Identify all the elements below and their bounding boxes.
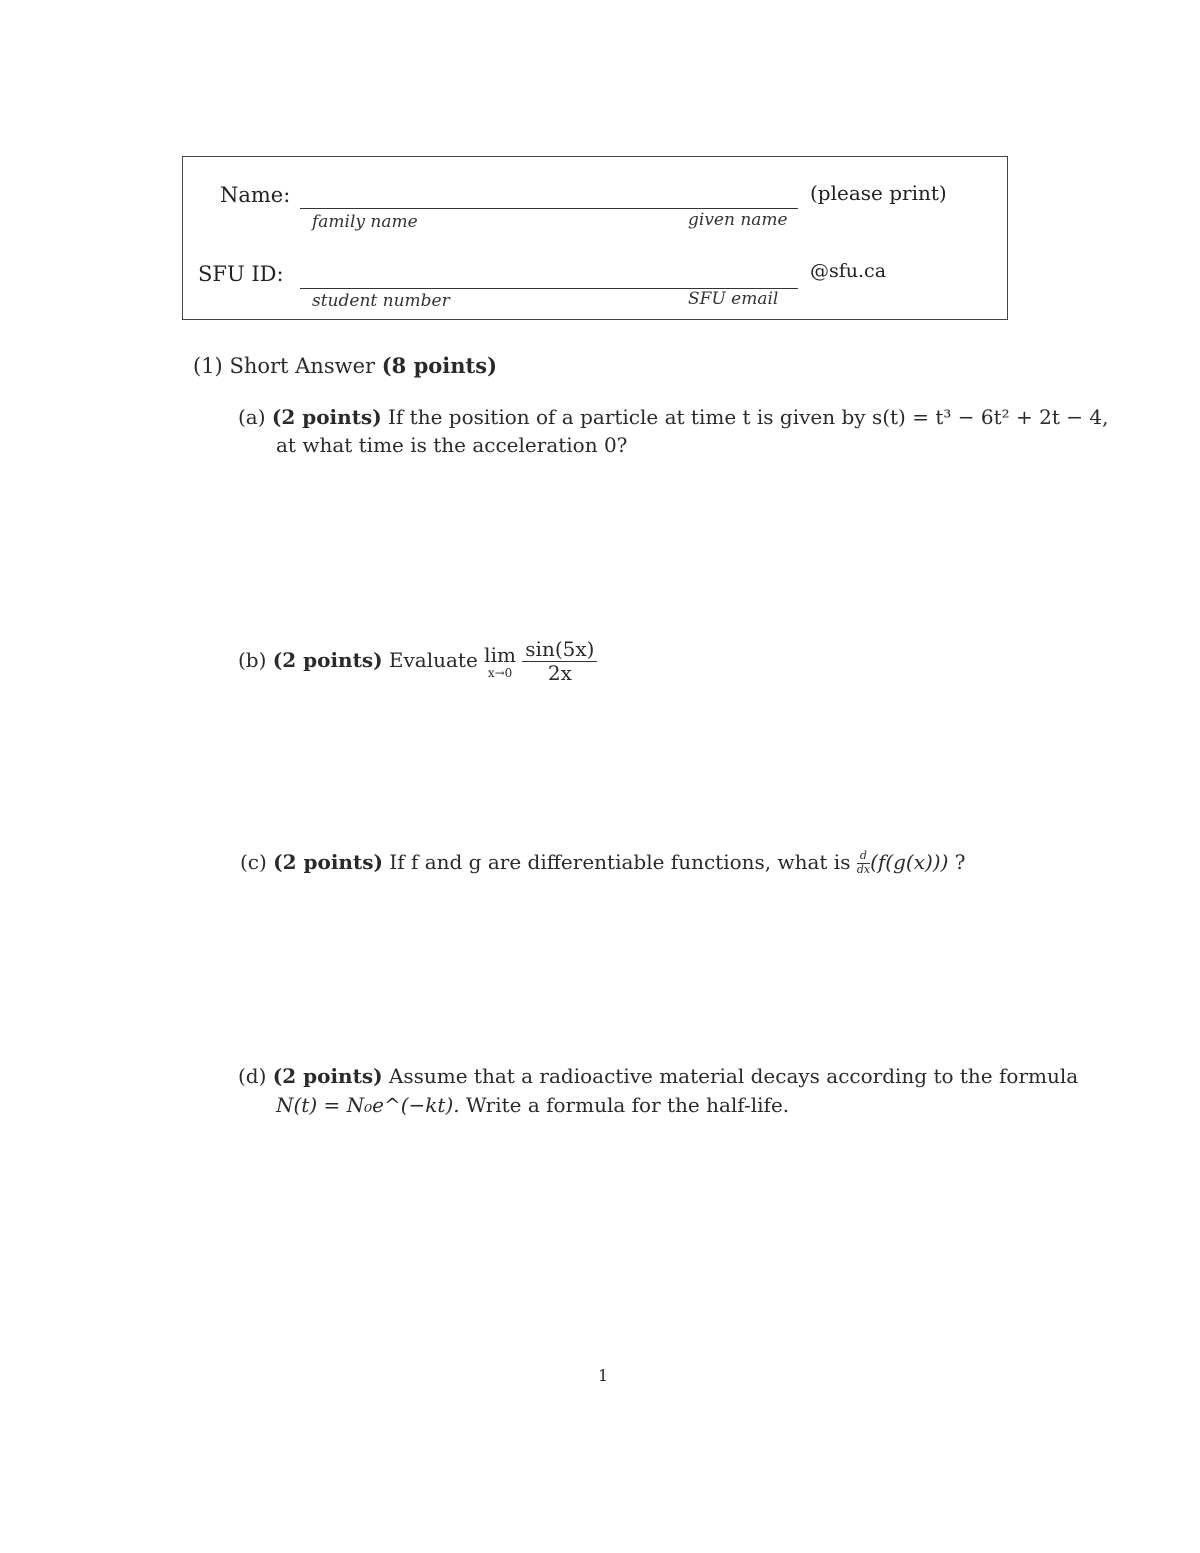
page-number: 1 xyxy=(598,1366,609,1385)
question-a-text-line1: If the position of a particle at time t is given by s(t) = t³ − 6t² + 2t − 4, xyxy=(388,405,1109,429)
question-b-label: (b) xyxy=(238,648,267,672)
question-c-text: If f and g are differentiable functions, what is xyxy=(389,850,851,874)
sfu-email-hint: SFU email xyxy=(688,289,779,309)
family-name-hint: family name xyxy=(312,212,418,232)
question-a-text-line2: at what time is the acceleration 0? xyxy=(276,433,628,457)
question-c xyxy=(240,850,965,877)
question-d-line2 xyxy=(276,1093,789,1117)
student-number-hint: student number xyxy=(312,291,450,311)
section-title: Short Answer xyxy=(229,354,376,378)
section-points: (8 points) xyxy=(381,353,498,378)
limit-fraction xyxy=(522,638,597,685)
lim-subscript: x→0 xyxy=(487,665,513,680)
derivative-numerator: d xyxy=(857,850,870,864)
email-domain: @sfu.ca xyxy=(810,260,887,282)
fraction-denominator: 2x xyxy=(547,661,572,685)
name-input-line[interactable] xyxy=(300,208,798,209)
fraction-numerator: sin(5x) xyxy=(522,638,597,662)
decay-formula: N(t) = N₀e^(−kt). xyxy=(276,1093,460,1117)
question-b-text: Evaluate xyxy=(388,648,478,672)
question-d-text-line1: Assume that a radioactive material decays according to the formula xyxy=(388,1064,1079,1088)
question-b xyxy=(238,638,597,685)
question-c-points: (2 points) xyxy=(273,850,383,874)
question-d-label: (d) xyxy=(238,1064,267,1088)
question-d-points: (2 points) xyxy=(272,1064,383,1088)
question-a xyxy=(238,405,1108,429)
question-d-text-line2: Write a formula for the half-life. xyxy=(465,1093,790,1117)
question-b-points: (2 points) xyxy=(272,648,383,672)
section-heading xyxy=(193,353,497,378)
name-label: Name: xyxy=(220,183,291,207)
please-print-note: (please print) xyxy=(810,181,947,205)
question-c-label: (c) xyxy=(240,850,267,874)
question-c-suffix: ? xyxy=(954,850,966,874)
sfu-id-label: SFU ID: xyxy=(198,262,284,286)
question-d xyxy=(238,1064,1078,1088)
section-number: (1) xyxy=(193,354,223,378)
derivative-operator xyxy=(857,850,870,876)
question-a-label: (a) xyxy=(238,405,266,429)
derivative-denominator: dx xyxy=(856,863,871,876)
lim-word: lim xyxy=(484,642,516,667)
composition-expression: (f(g(x))) xyxy=(870,850,949,874)
limit-operator xyxy=(484,642,516,680)
question-a-points: (2 points) xyxy=(271,405,382,429)
given-name-hint: given name xyxy=(688,210,788,230)
